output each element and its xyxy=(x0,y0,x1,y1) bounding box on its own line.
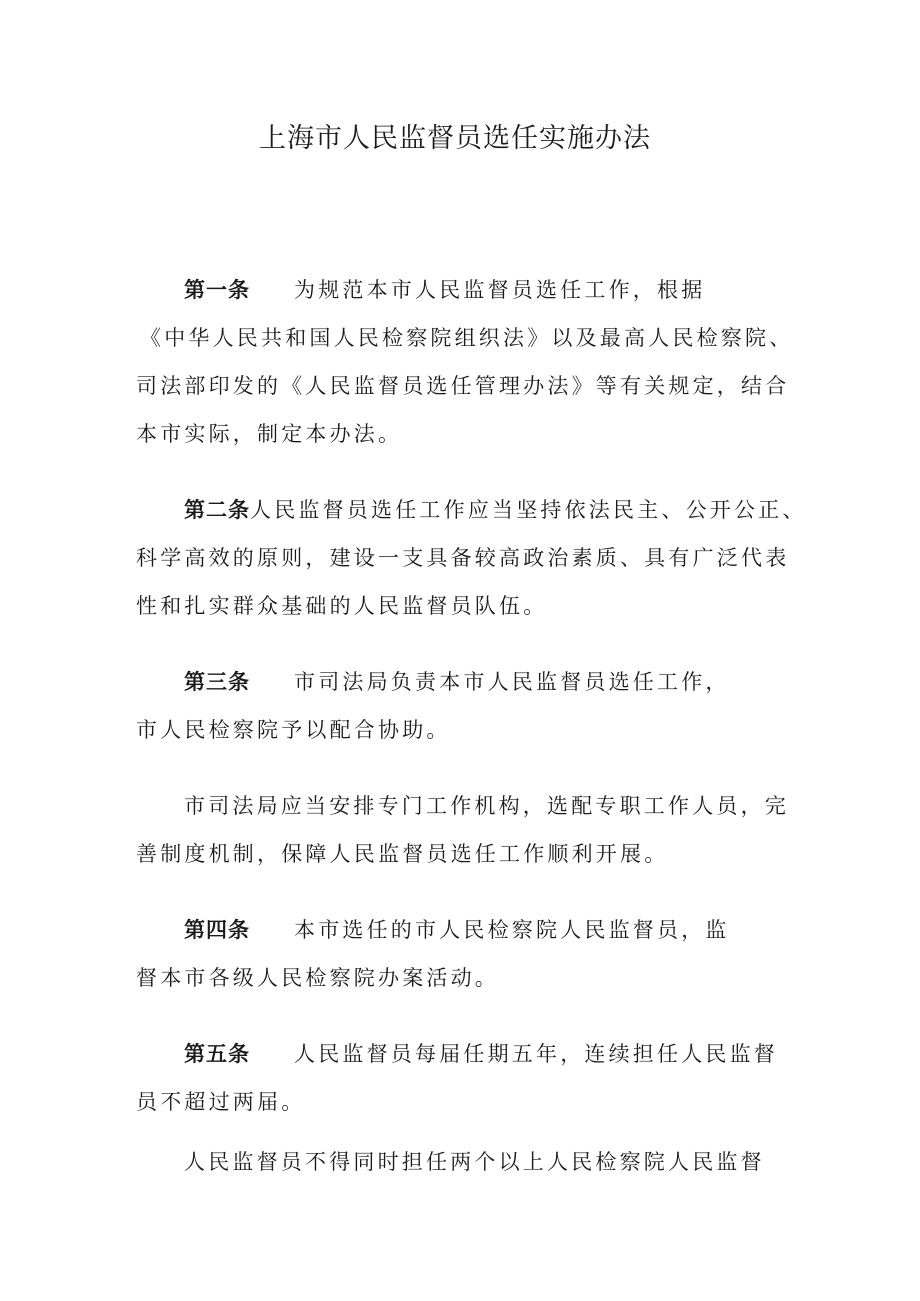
article-3-label: 第三条 xyxy=(184,670,250,694)
article-5-line-1 xyxy=(184,1041,778,1067)
article-5-label: 第五条 xyxy=(184,1042,250,1066)
article-2-text-1: 人民监督员选任工作应当坚持依法民主、公开公正、 xyxy=(250,498,807,522)
article-2-line-1 xyxy=(184,497,807,523)
article-1-line-4: 本市实际，制定本办法。 xyxy=(136,422,403,446)
article-3-para-2-line-2: 善制度机制，保障人民监督员选任工作顺利开展。 xyxy=(136,842,669,866)
article-3-line-1 xyxy=(184,669,730,695)
article-2-line-2: 科学高效的原则，建设一支具备较高政治素质、具有广泛代表 xyxy=(136,546,790,570)
article-2-line-3: 性和扎实群众基础的人民监督员队伍。 xyxy=(136,594,548,618)
article-1-text-1: 为规范本市人民监督员选任工作，根据 xyxy=(294,278,706,302)
article-1-line-3: 司法部印发的《人民监督员选任管理办法》等有关规定，结合 xyxy=(136,374,790,398)
article-1-line-2: 《中华人民共和国人民检察院组织法》以及最高人民检察院、 xyxy=(140,326,794,350)
article-3-line-2: 市人民检察院予以配合协助。 xyxy=(136,718,451,742)
article-1-line-1 xyxy=(184,277,705,303)
article-4-label: 第四条 xyxy=(184,918,250,942)
article-3-para-2-line-1: 市司法局应当安排专门工作机构，选配专职工作人员，完 xyxy=(184,794,789,818)
article-1-label: 第一条 xyxy=(184,278,250,302)
article-4-text-1: 本市选任的市人民检察院人民监督员，监 xyxy=(294,918,730,942)
article-4-line-1 xyxy=(184,917,730,943)
article-5-line-2: 员不超过两届。 xyxy=(136,1090,306,1114)
article-5-para-2-line-1: 人民监督员不得同时担任两个以上人民检察院人民监督 xyxy=(184,1150,765,1174)
article-5-text-1: 人民监督员每届任期五年，连续担任人民监督 xyxy=(294,1042,778,1066)
article-2-label: 第二条 xyxy=(184,498,250,522)
article-3-text-1: 市司法局负责本市人民监督员选任工作， xyxy=(294,670,730,694)
document-title: 上海市人民监督员选任实施办法 xyxy=(259,123,651,154)
article-4-line-2: 督本市各级人民检察院办案活动。 xyxy=(136,966,499,990)
